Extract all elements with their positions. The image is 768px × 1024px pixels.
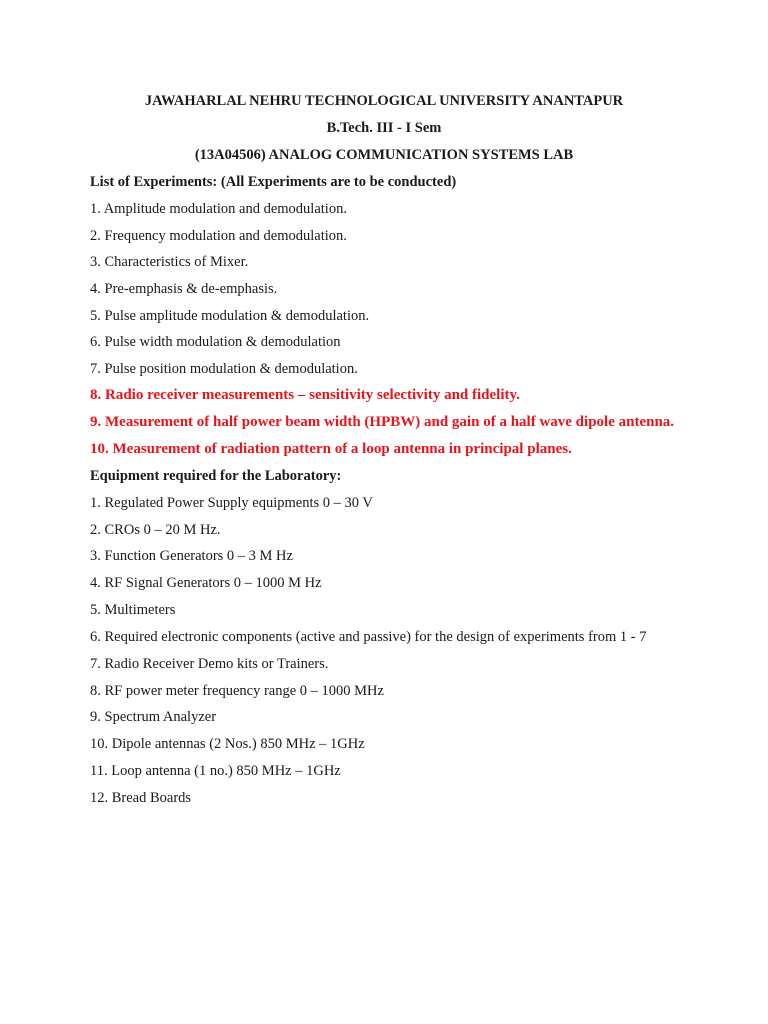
equipment-item-6: 6. Required electronic components (active and passive) for the design of experiments from 1 - 7 xyxy=(90,629,647,645)
equipment-item-5: 5. Multimeters xyxy=(90,602,176,618)
equipment-item-4: 4. RF Signal Generators 0 – 1000 M Hz xyxy=(90,575,322,591)
equipment-item-7: 7. Radio Receiver Demo kits or Trainers. xyxy=(90,656,329,672)
experiment-item-5: 5. Pulse amplitude modulation & demodulation. xyxy=(90,308,370,324)
experiment-item-4: 4. Pre-emphasis & de-emphasis. xyxy=(90,281,278,297)
equipment-heading: Equipment required for the Laboratory: xyxy=(90,468,342,484)
experiment-item-9: 9. Measurement of half power beam width (HPBW) and gain of a half wave dipole antenna. xyxy=(90,414,675,430)
experiment-item-8: 8. Radio receiver measurements – sensitivity selectivity and fidelity. xyxy=(90,387,520,403)
experiments-heading: List of Experiments: (All Experiments are to be conducted) xyxy=(90,174,457,190)
equipment-item-3: 3. Function Generators 0 – 3 M Hz xyxy=(90,548,293,564)
experiment-item-7: 7. Pulse position modulation & demodulation. xyxy=(90,361,358,377)
experiment-item-10: 10. Measurement of radiation pattern of a loop antenna in principal planes. xyxy=(90,441,572,457)
equipment-item-12: 12. Bread Boards xyxy=(90,790,192,806)
university-title: JAWAHARLAL NEHRU TECHNOLOGICAL UNIVERSITY ANANTAPUR xyxy=(144,93,624,109)
equipment-item-1: 1. Regulated Power Supply equipments 0 – 30 V xyxy=(90,495,373,511)
equipment-item-11: 11. Loop antenna (1 no.) 850 MHz – 1GHz xyxy=(90,763,341,779)
equipment-item-2: 2. CROs 0 – 20 M Hz. xyxy=(90,522,221,538)
equipment-item-8: 8. RF power meter frequency range 0 – 1000 MHz xyxy=(90,683,384,699)
equipment-item-10: 10. Dipole antennas (2 Nos.) 850 MHz – 1GHz xyxy=(90,736,365,752)
course-title: B.Tech. III - I Sem xyxy=(326,120,442,136)
lab-title: (13A04506) ANALOG COMMUNICATION SYSTEMS LAB xyxy=(194,147,574,163)
experiment-item-6: 6. Pulse width modulation & demodulation xyxy=(90,334,341,350)
equipment-item-9: 9. Spectrum Analyzer xyxy=(90,709,217,725)
experiment-item-2: 2. Frequency modulation and demodulation. xyxy=(90,228,347,244)
experiment-item-1: 1. Amplitude modulation and demodulation. xyxy=(90,201,347,217)
experiment-item-3: 3. Characteristics of Mixer. xyxy=(90,254,249,270)
